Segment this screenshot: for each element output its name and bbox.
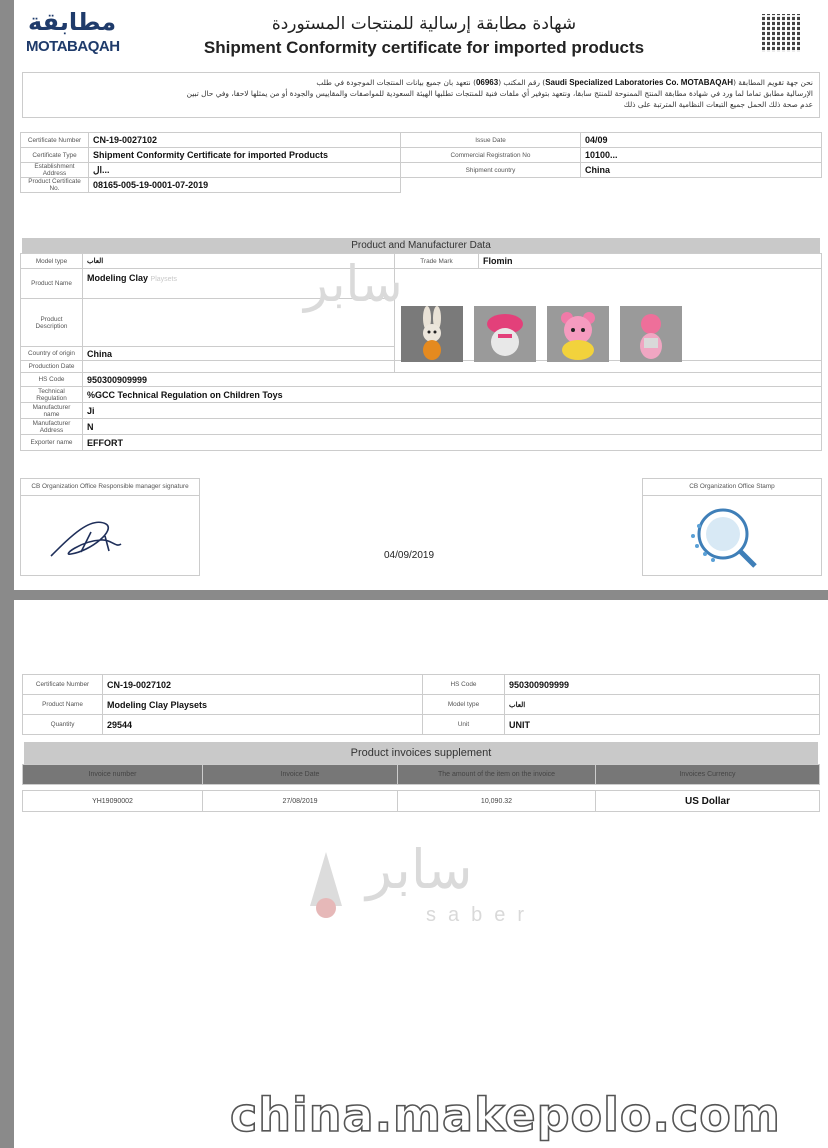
invoice-amount-cell: 10,090.32 [398,791,596,812]
signature-caption: CB Organization Office Responsible manager signature [21,479,199,496]
product-name-label: Product Name [21,269,83,299]
invoice-column-header: Invoice number [23,765,203,785]
invoice-section-header: Product invoices supplement [24,742,818,764]
exporter-name-label: Exporter name [21,435,83,451]
certificate-number-label: Certificate Number [21,133,89,148]
technical-regulation-value: %GCC Technical Regulation on Children Toys [83,387,822,403]
motabaqah-logo-arabic: مطابقة [28,8,117,36]
model-type-label-2: Model type [423,695,505,715]
saber-watermark-large: سابر saber [296,838,556,938]
country-of-origin-label: Country of origin [21,347,83,361]
table-row [23,791,820,812]
manufacturer-address-label: Manufacturer Address [21,419,83,435]
product-name-value-2: Modeling Clay Playsets [103,695,423,715]
certificate-page-1 [14,0,828,590]
manager-signature [21,496,199,576]
manufacturer-name-label: Manufacturer name [21,403,83,419]
product-section-header: Product and Manufacturer Data [22,238,820,253]
issue-date-label: Issue Date [401,133,581,148]
technical-regulation-label: Technical Regulation [21,387,83,403]
product-certificate-value: 08165-005-19-0001-07-2019 [89,178,401,193]
saso-star-icon [296,846,356,926]
hs-code-value-2: 950300909999 [505,675,820,695]
page-title: Shipment Conformity certificate for imported products [203,38,645,57]
hs-code-label-2: HS Code [423,675,505,695]
hs-code-label: HS Code [21,373,83,387]
commercial-registration-label: Commercial Registration No [401,148,581,163]
page-title-arabic: شهادة مطابقة إرسالية للمنتجات المستوردة [271,14,577,34]
pink-bear-toy-image [547,306,609,362]
qr-code-icon [762,14,800,52]
cert-number-value: CN-19-0027102 [103,675,423,695]
invoice-number-cell: YH19090002 [23,791,203,812]
certificate-info-table [20,132,822,193]
certificate-number-value: CN-19-0027102 [89,133,401,148]
model-type-value: العاب [83,254,395,269]
saber-watermark: سابر [304,255,403,313]
lab-name: Saudi Specialized Laboratories Co. MOTABAQAH [545,78,734,87]
certificate-type-label: Certificate Type [21,148,89,163]
trade-mark-value: Flomin [479,254,822,269]
quantity-value: 29544 [103,715,423,735]
unit-value: UNIT [505,715,820,735]
invoice-header-row [23,765,820,785]
product-description-label: Product Description [21,299,83,347]
signature-box [20,478,200,576]
product-name-value: Modeling Clay Playsets [83,269,395,299]
hs-code-value: 950300909999 [83,373,822,387]
product-name-label-2: Product Name [23,695,103,715]
pink-figure-toy-image [620,306,682,362]
exporter-name-value: EFFORT [83,435,822,451]
product-certificate-label: Product Certificate No. [21,178,89,193]
trade-mark-label: Trade Mark [395,254,479,269]
country-of-origin-value: China [83,347,395,361]
establishment-address-value: ال... [89,163,401,178]
invoice-table [22,764,820,812]
conformity-statement: نحن جهة تقويم المطابقة (Saudi Specialized Laboratories Co. MOTABAQAH) رقم المكتب (06963) نتعهد بان جميع بيانات المنتجات الموجودة في طلب الإرسالية مطابق تماما لما ورد في شهادة مطابقة المنتج الممنوحة للمنتج سابقا، ونتعهد بتوفير أي ملفات فنية للمنتجات تطلبها الهيئة السعودية للمواصفات والمقاييس والجودة أو من يمثلها لاحقا، وفي حال تبين عدم صحة ذلك الحمل جميع التبعات النظامية المترتبة على ذلك [22,72,820,118]
production-date-label: Production Date [21,361,83,373]
manufacturer-address-value: N [83,419,822,435]
unit-label: Unit [423,715,505,735]
certificate-page-2 [14,600,828,1148]
shipment-summary-table [22,674,820,735]
cert-number-label: Certificate Number [23,675,103,695]
rabbit-toy-image [401,306,463,362]
production-date-value [83,361,395,373]
manufacturer-name-value: Ji [83,403,822,419]
makepolo-watermark: china.makepolo.com [230,1088,781,1142]
stamp-caption: CB Organization Office Stamp [643,479,821,496]
commercial-registration-value: 10100... [581,148,822,163]
office-number: 06963 [475,78,499,87]
shipment-country-label: Shipment country [401,163,581,178]
invoice-currency-cell: US Dollar [596,791,820,812]
invoice-column-header: The amount of the item on the invoice [398,765,596,785]
signature-date: 04/09/2019 [384,550,435,561]
invoice-column-header: Invoice Date [203,765,398,785]
invoice-column-header: Invoices Currency [596,765,820,785]
model-type-value-2: العاب [505,695,820,715]
shipment-country-value: China [581,163,822,178]
invoice-date-cell: 27/08/2019 [203,791,398,812]
model-type-label: Model type [21,254,83,269]
motabaqah-logo-english: MOTABAQAH [26,38,120,55]
stamp-box [642,478,822,576]
issue-date-value: 04/09 [581,133,822,148]
office-stamp-icon [643,496,821,576]
pink-cap-toy-image [474,306,536,362]
quantity-label: Quantity [23,715,103,735]
establishment-address-label: Establishment Address [21,163,89,178]
certificate-type-value: Shipment Conformity Certificate for imported Products [89,148,401,163]
